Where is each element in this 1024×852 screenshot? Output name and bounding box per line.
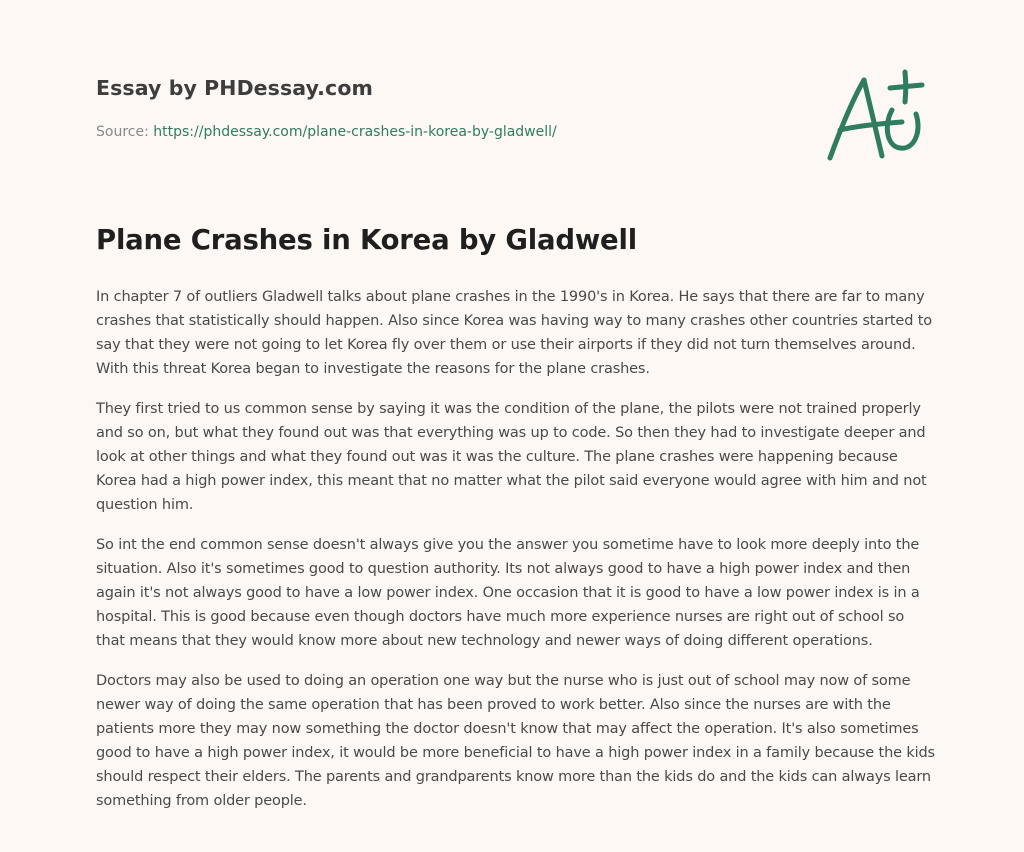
paragraph: They first tried to us common sense by saying it was the condition of the plane, the pilots were not trained properly and so on, but what they found out was that everything was up to code. So then they had to investigate deeper and look at other things and what they found out was it was the culture. The plane crashes were happening because Korea had a high power index, this meant that no matter what the pilot said everyone would agree with him and not question him.	[96, 401, 927, 513]
article-body	[96, 285, 936, 829]
paragraph: Doctors may also be used to doing an operation one way but the nurse who is just out of school may now of some newer way of doing the same operation that has been proved to work better. Also since the nurses are with the patients more they may now something the doctor doesn't know that may affect the operation. It's also sometimes good to have a high power index, it would be more beneficial to have a high power index in a family because the kids should respect their elders. The parents and grandparents know more than the kids do and the kids can always learn something from older people.	[96, 673, 935, 809]
paragraph: In chapter 7 of outliers Gladwell talks about plane crashes in the 1990's in Korea. He says that there are far to many crashes that statistically should happen. Also since Korea was having way to many crashes other countries started to say that they were not going to let Korea fly over them or use their airports if they did not turn themselves around. With this threat Korea began to investigate the reasons for the plane crashes.	[96, 289, 932, 377]
source-line	[96, 124, 557, 140]
source-link[interactable]: https://phdessay.com/plane-crashes-in-korea-by-gladwell/	[153, 124, 557, 140]
paragraph: So int the end common sense doesn't always give you the answer you sometime have to look more deeply into the situation. Also it's sometimes good to question authority. Its not always good to have a high power index and then again it's not always good to have a low power index. One occasion that it is good to have a low power index is in a hospital. This is good because even though doctors have much more experience nurses are right out of school so that means that they would know more about new technology and newer ways of doing different operations.	[96, 537, 920, 649]
a-plus-logo-icon	[820, 66, 930, 166]
source-label: Source:	[96, 124, 154, 140]
site-brand: Essay by PHDessay.com	[96, 76, 373, 100]
article-title: Plane Crashes in Korea by Gladwell	[96, 224, 637, 256]
